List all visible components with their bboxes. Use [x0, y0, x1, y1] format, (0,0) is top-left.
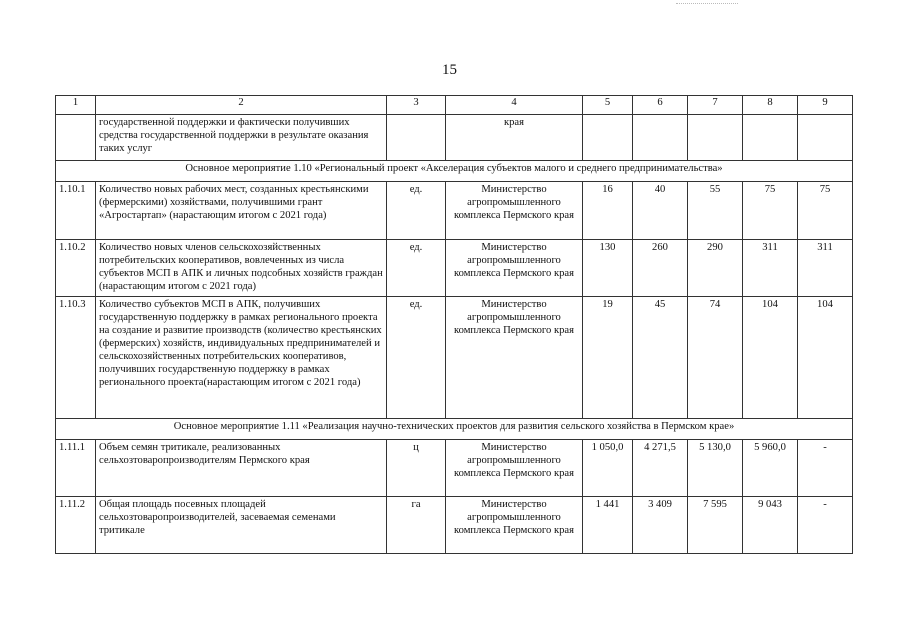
value-cell: 5 130,0	[688, 440, 743, 497]
unit-cell: ед.	[387, 297, 446, 419]
value-cell: 45	[633, 297, 688, 419]
value-cell	[743, 115, 798, 161]
executor-cell: Министерство агропромышленного комплекса Пермского края	[446, 297, 583, 419]
value-cell: 104	[798, 297, 853, 419]
section-row	[56, 419, 853, 440]
row-number-cell: 1.10.3	[56, 297, 96, 419]
table-row	[56, 440, 853, 497]
executor-cell: Министерство агропромышленного комплекса Пермского края	[446, 240, 583, 297]
header-cell: 4	[446, 96, 583, 115]
header-cell: 5	[583, 96, 633, 115]
row-number-cell: 1.10.2	[56, 240, 96, 297]
page-number: 15	[442, 62, 457, 78]
table-row	[56, 182, 853, 240]
section-title: Основное мероприятие 1.11 «Реализация научно-технических проектов для развития сельского хозяйства в Пермском крае»	[56, 419, 853, 440]
header-cell: 8	[743, 96, 798, 115]
value-cell: 74	[688, 297, 743, 419]
value-cell: -	[798, 440, 853, 497]
value-cell	[583, 115, 633, 161]
section-row	[56, 161, 853, 182]
value-cell: 16	[583, 182, 633, 240]
value-cell: 130	[583, 240, 633, 297]
header-cell: 2	[96, 96, 387, 115]
header-row	[56, 96, 853, 115]
table-row	[56, 240, 853, 297]
unit-cell	[387, 115, 446, 161]
value-cell: 311	[798, 240, 853, 297]
value-cell: 4 271,5	[633, 440, 688, 497]
row-number-cell	[56, 115, 96, 161]
indicator-name-cell: Количество субъектов МСП в АПК, получивших государственную поддержку в рамках регионального проекта на создание и развитие производств (количество крестьянских (фермерских) хозяйств, индивидуальных предпринимателей и сельскохозяйственных потребительских кооперативов, получивших государственную поддержку в рамках регионального проекта(нарастающим итогом с 2021 года)	[96, 297, 387, 419]
value-cell: 104	[743, 297, 798, 419]
table-row	[56, 297, 853, 419]
indicator-name-cell: Количество новых рабочих мест, созданных крестьянскими (фермерскими) хозяйствами, получившими грант «Агростартап» (нарастающим итогом с 2021 года)	[96, 182, 387, 240]
indicators-table	[55, 95, 853, 554]
value-cell: 5 960,0	[743, 440, 798, 497]
value-cell: 1 441	[583, 497, 633, 554]
value-cell: 311	[743, 240, 798, 297]
value-cell: 290	[688, 240, 743, 297]
value-cell: 9 043	[743, 497, 798, 554]
executor-cell: Министерство агропромышленного комплекса Пермского края	[446, 497, 583, 554]
header-cell: 3	[387, 96, 446, 115]
value-cell: 19	[583, 297, 633, 419]
header-cell: 9	[798, 96, 853, 115]
value-cell: 40	[633, 182, 688, 240]
indicator-name-cell: Общая площадь посевных площадей сельхозтоваропроизводителей, засеваемая семенами тритикале	[96, 497, 387, 554]
value-cell: 1 050,0	[583, 440, 633, 497]
executor-cell: края	[446, 115, 583, 161]
row-number-cell: 1.11.2	[56, 497, 96, 554]
indicator-name-cell: Количество новых членов сельскохозяйственных потребительских кооперативов, вовлеченных из числа субъектов МСП в АПК и личных подсобных хозяйств граждан (нарастающим итогом с 2021 года)	[96, 240, 387, 297]
unit-cell: га	[387, 497, 446, 554]
executor-cell: Министерство агропромышленного комплекса Пермского края	[446, 440, 583, 497]
value-cell: 55	[688, 182, 743, 240]
indicator-name-cell: государственной поддержки и фактически получивших средства государственной поддержки в результате оказания таких услуг	[96, 115, 387, 161]
value-cell	[633, 115, 688, 161]
executor-cell: Министерство агропромышленного комплекса Пермского края	[446, 182, 583, 240]
header-cell: 6	[633, 96, 688, 115]
unit-cell: ц	[387, 440, 446, 497]
value-cell	[688, 115, 743, 161]
value-cell: -	[798, 497, 853, 554]
unit-cell: ед.	[387, 182, 446, 240]
scan-artifact	[676, 3, 738, 4]
continuation-row	[56, 115, 853, 161]
table-row	[56, 497, 853, 554]
value-cell: 3 409	[633, 497, 688, 554]
value-cell: 7 595	[688, 497, 743, 554]
header-cell: 1	[56, 96, 96, 115]
value-cell: 260	[633, 240, 688, 297]
value-cell	[798, 115, 853, 161]
value-cell: 75	[798, 182, 853, 240]
indicator-name-cell: Объем семян тритикале, реализованных сельхозтоваропроизводителям Пермского края	[96, 440, 387, 497]
value-cell: 75	[743, 182, 798, 240]
row-number-cell: 1.11.1	[56, 440, 96, 497]
row-number-cell: 1.10.1	[56, 182, 96, 240]
unit-cell: ед.	[387, 240, 446, 297]
header-cell: 7	[688, 96, 743, 115]
section-title: Основное мероприятие 1.10 «Региональный проект «Акселерация субъектов малого и среднего предпринимательства»	[56, 161, 853, 182]
